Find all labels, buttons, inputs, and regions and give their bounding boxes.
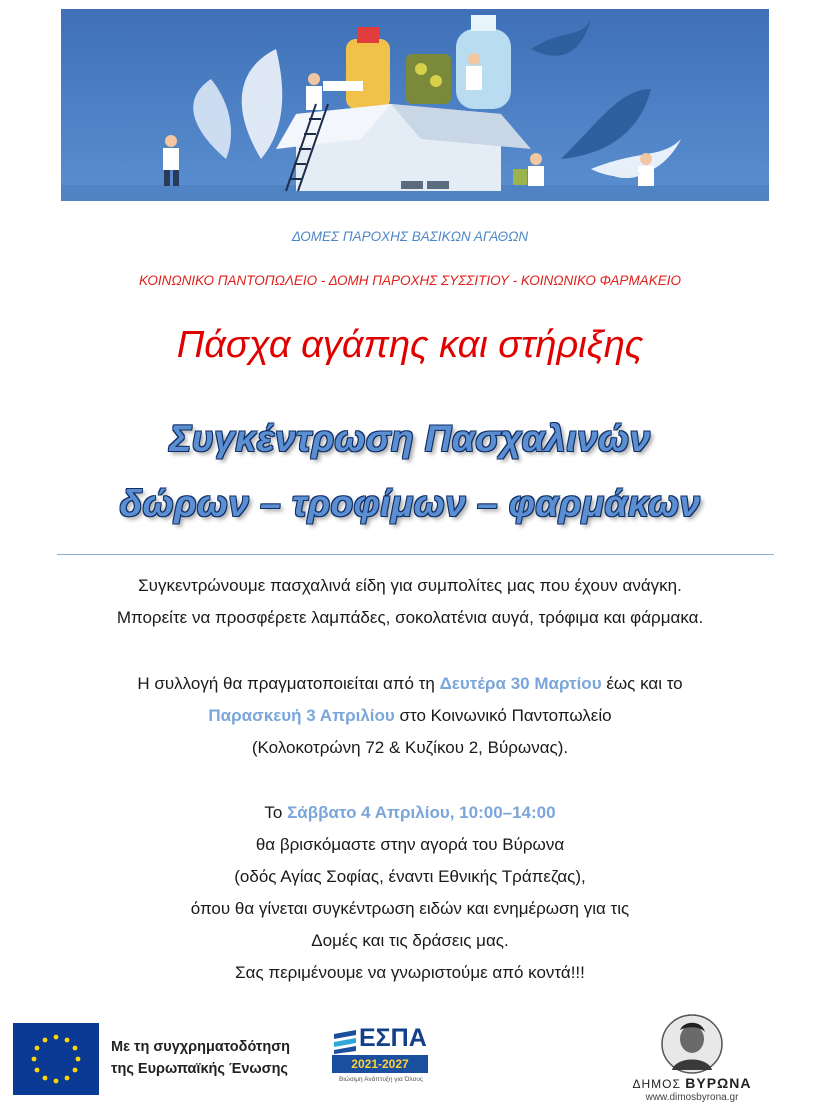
collection-place: στο Κοινωνικό Παντοπωλείο (394, 706, 612, 725)
municipality-name (612, 1075, 772, 1091)
collection-address: (Κολοκοτρώνη 72 & Κυζίκου 2, Βύρωνας). (251, 738, 569, 757)
espa-logo (328, 1022, 436, 1102)
event-line: Δομές και τις δράσεις μας. (311, 931, 509, 950)
municipality-url: www.dimosbyrona.gr (645, 1092, 739, 1103)
event-date: Σάββατο 4 Απριλίου, 10:00–14:00 (287, 803, 556, 822)
eu-cofunding-text (111, 1036, 290, 1080)
event-line: θα βρισκόμαστε στην αγορά του Βύρωνα (255, 835, 565, 854)
collection-paragraph (0, 668, 820, 764)
intro-paragraph (0, 570, 820, 634)
intro-line: Μπορείτε να προσφέρετε λαμπάδες, σοκολατένια αυγά, τρόφιμα και φάρμακα. (116, 608, 704, 627)
main-title: Πάσχα αγάπης και στήριξης (176, 324, 644, 366)
event-line: όπου θα γίνεται συγκέντρωση ειδών και ενημέρωση για τις (190, 899, 630, 918)
collection-prefix: Η συλλογή θα πραγματοποιείται από τη (137, 674, 440, 693)
eu-line: Με τη συγχρηματοδότηση (111, 1039, 291, 1055)
collection-line (0, 668, 820, 700)
event-line (0, 797, 820, 829)
espa-period: 2021-2027 (332, 1055, 428, 1073)
collection-middle: έως και το (601, 674, 683, 693)
intro-line: Συγκεντρώνουμε πασχαλινά είδη για συμπολίτες μας που έχουν ανάγκη. (138, 576, 682, 595)
collection-start-date: Δευτέρα 30 Μαρτίου (439, 674, 602, 693)
byron-portrait-icon (612, 1012, 772, 1074)
municipality-name-bold: ΒΥΡΩΝΑ (685, 1075, 752, 1091)
eu-line: της Ευρωπαϊκής Ένωσης (111, 1061, 288, 1077)
espa-mark-icon (330, 1024, 360, 1054)
footer-logos (0, 1010, 820, 1117)
municipality-prefix: ΔΗΜΟΣ (632, 1077, 686, 1091)
campaign-title-line2: δώρων – τροφίμων – φαρμάκων (119, 483, 701, 524)
event-paragraph (0, 797, 820, 989)
structures-subtitle: ΔΟΜΕΣ ΠΑΡΟΧΗΣ ΒΑΣΙΚΩΝ ΑΓΑΘΩΝ (291, 229, 529, 244)
collection-line (0, 700, 820, 732)
municipality-logo (612, 1012, 772, 1116)
espa-tagline: Βιώσιμη Ανάπτυξη για Όλους (338, 1076, 424, 1083)
event-prefix: Το (264, 803, 288, 822)
collection-end-date: Παρασκευή 3 Απριλίου (208, 706, 395, 725)
espa-wordmark: ΕΣΠΑ (359, 1024, 427, 1052)
hero-illustration (61, 9, 769, 201)
campaign-title-line1: Συγκέντρωση Πασχαλινών (169, 418, 651, 459)
eu-flag-icon (13, 1023, 99, 1095)
divider (57, 554, 774, 555)
services-subtitle: ΚΟΙΝΩΝΙΚΟ ΠΑΝΤΟΠΩΛΕΙΟ - ΔΟΜΗ ΠΑΡΟΧΗΣ ΣΥΣΣΙΤΙΟΥ - ΚΟΙΝΩΝΙΚΟ ΦΑΡΜΑΚΕΙΟ (139, 273, 681, 288)
event-closing: Σας περιμένουμε να γνωριστούμε από κοντά!!! (235, 963, 585, 982)
event-line: (οδός Αγίας Σοφίας, έναντι Εθνικής Τράπεζας), (234, 867, 586, 886)
